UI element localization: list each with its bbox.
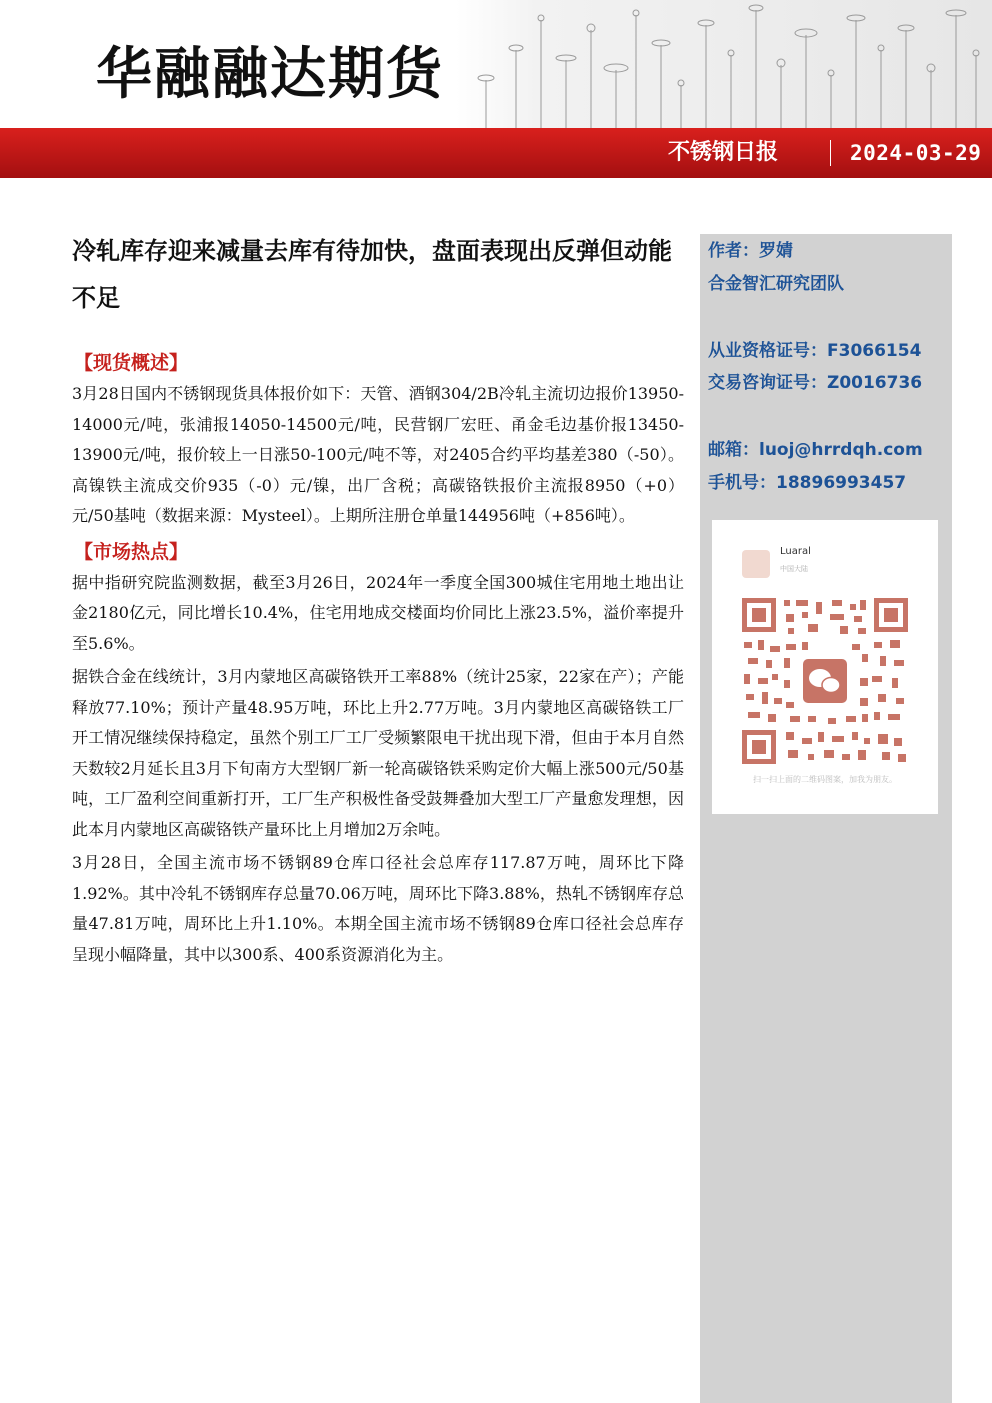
avatar bbox=[742, 550, 770, 578]
section-heading-spot: 【现货概述】 bbox=[74, 352, 189, 374]
market-paragraph-3: 3月28日，全国主流市场不锈钢89仓库口径社会总库存117.87万吨，周环比下降1.92%。其中冷轧不锈钢库存总量70.06万吨，周环比下降3.88%，热轧不锈钢库存总量47.81万吨，周环比上升1.10%。本期全国主流市场不锈钢89仓库口径社会总库存呈现小幅降量，其中以300系、400系资源消化为主。 bbox=[72, 853, 684, 964]
license-number: 从业资格证号：F3066154 bbox=[708, 341, 922, 361]
email-address[interactable]: 邮箱：luoj@hrrdqh.com bbox=[708, 440, 923, 460]
market-paragraph-1: 据中指研究院监测数据，截至3月26日，2024年一季度全国300城住宅用地土地出让金2180亿元，同比增长10.4%，住宅用地成交楼面均价同比上涨23.5%，溢价率提升至5.6%。 bbox=[72, 572, 684, 653]
author-sidebar bbox=[700, 234, 952, 1403]
author-name: 作者：罗婧 bbox=[708, 241, 793, 261]
market-paragraph-2: 据铁合金在线统计，3月内蒙地区高碳铬铁开工率88%（统计25家，22家在产）；产能释放77.10%；预计产量48.95万吨，环比上升2.77万吨。3月内蒙地区高碳铬铁工厂开工情况继续保持稳定，虽然个别工厂工厂受频繁限电干扰出现下滑，但由于本月自然天数较2月延长且3月下旬南方大型钢厂新一轮高碳铬铁采购定价大幅上涨500元/50基吨，工厂盈利空间重新打开，工厂生产积极性备受鼓舞叠加大型工厂产量愈发理想，因此本月内蒙地区高碳铬铁产量环比上月增加2万余吨。 bbox=[72, 667, 684, 839]
banner-separator bbox=[830, 140, 831, 166]
company-logo-text: 华融融达期货 bbox=[96, 42, 444, 107]
article-body bbox=[72, 228, 684, 970]
qr-hint: 扫一扫上面的二维码图案，加我为朋友。 bbox=[753, 775, 897, 784]
wechat-qr-code[interactable] bbox=[742, 598, 908, 764]
phone-number: 手机号：18896993457 bbox=[708, 473, 907, 493]
report-date: 2024-03-29 bbox=[850, 141, 982, 165]
report-banner bbox=[0, 128, 992, 178]
report-type: 不锈钢日报 bbox=[668, 140, 779, 165]
consult-number: 交易咨询证号：Z0016736 bbox=[708, 373, 923, 393]
qr-profile-name: Luaral bbox=[780, 546, 811, 557]
article-title: 冷轧库存迎来减量去库有待加快，盘面表现出反弹但动能不足 bbox=[72, 237, 672, 312]
spot-paragraph: 3月28日国内不锈钢现货具体报价如下：天管、酒钢304/2B冷轧主流切边报价13950-14000元/吨，张浦报14050-14500元/吨，民营钢厂宏旺、甬金毛边基价报13450-13900元/吨，报价较上一日涨50-100元/吨不等，对2405合约平均基差380（-50）。高镍铁主流成交价935（-0）元/镍，出厂含税；高碳铬铁报价主流报8950（+0）元/50基吨（数据来源：Mysteel）。上期所注册仓单量144956吨（+856吨）。 bbox=[72, 384, 684, 525]
qr-profile-region: 中国大陆 bbox=[780, 565, 808, 573]
page-header bbox=[0, 0, 992, 128]
section-heading-market: 【市场热点】 bbox=[74, 540, 189, 563]
header-decoration bbox=[456, 0, 992, 128]
wechat-qr-card bbox=[712, 520, 938, 814]
research-team: 合金智汇研究团队 bbox=[708, 274, 844, 294]
